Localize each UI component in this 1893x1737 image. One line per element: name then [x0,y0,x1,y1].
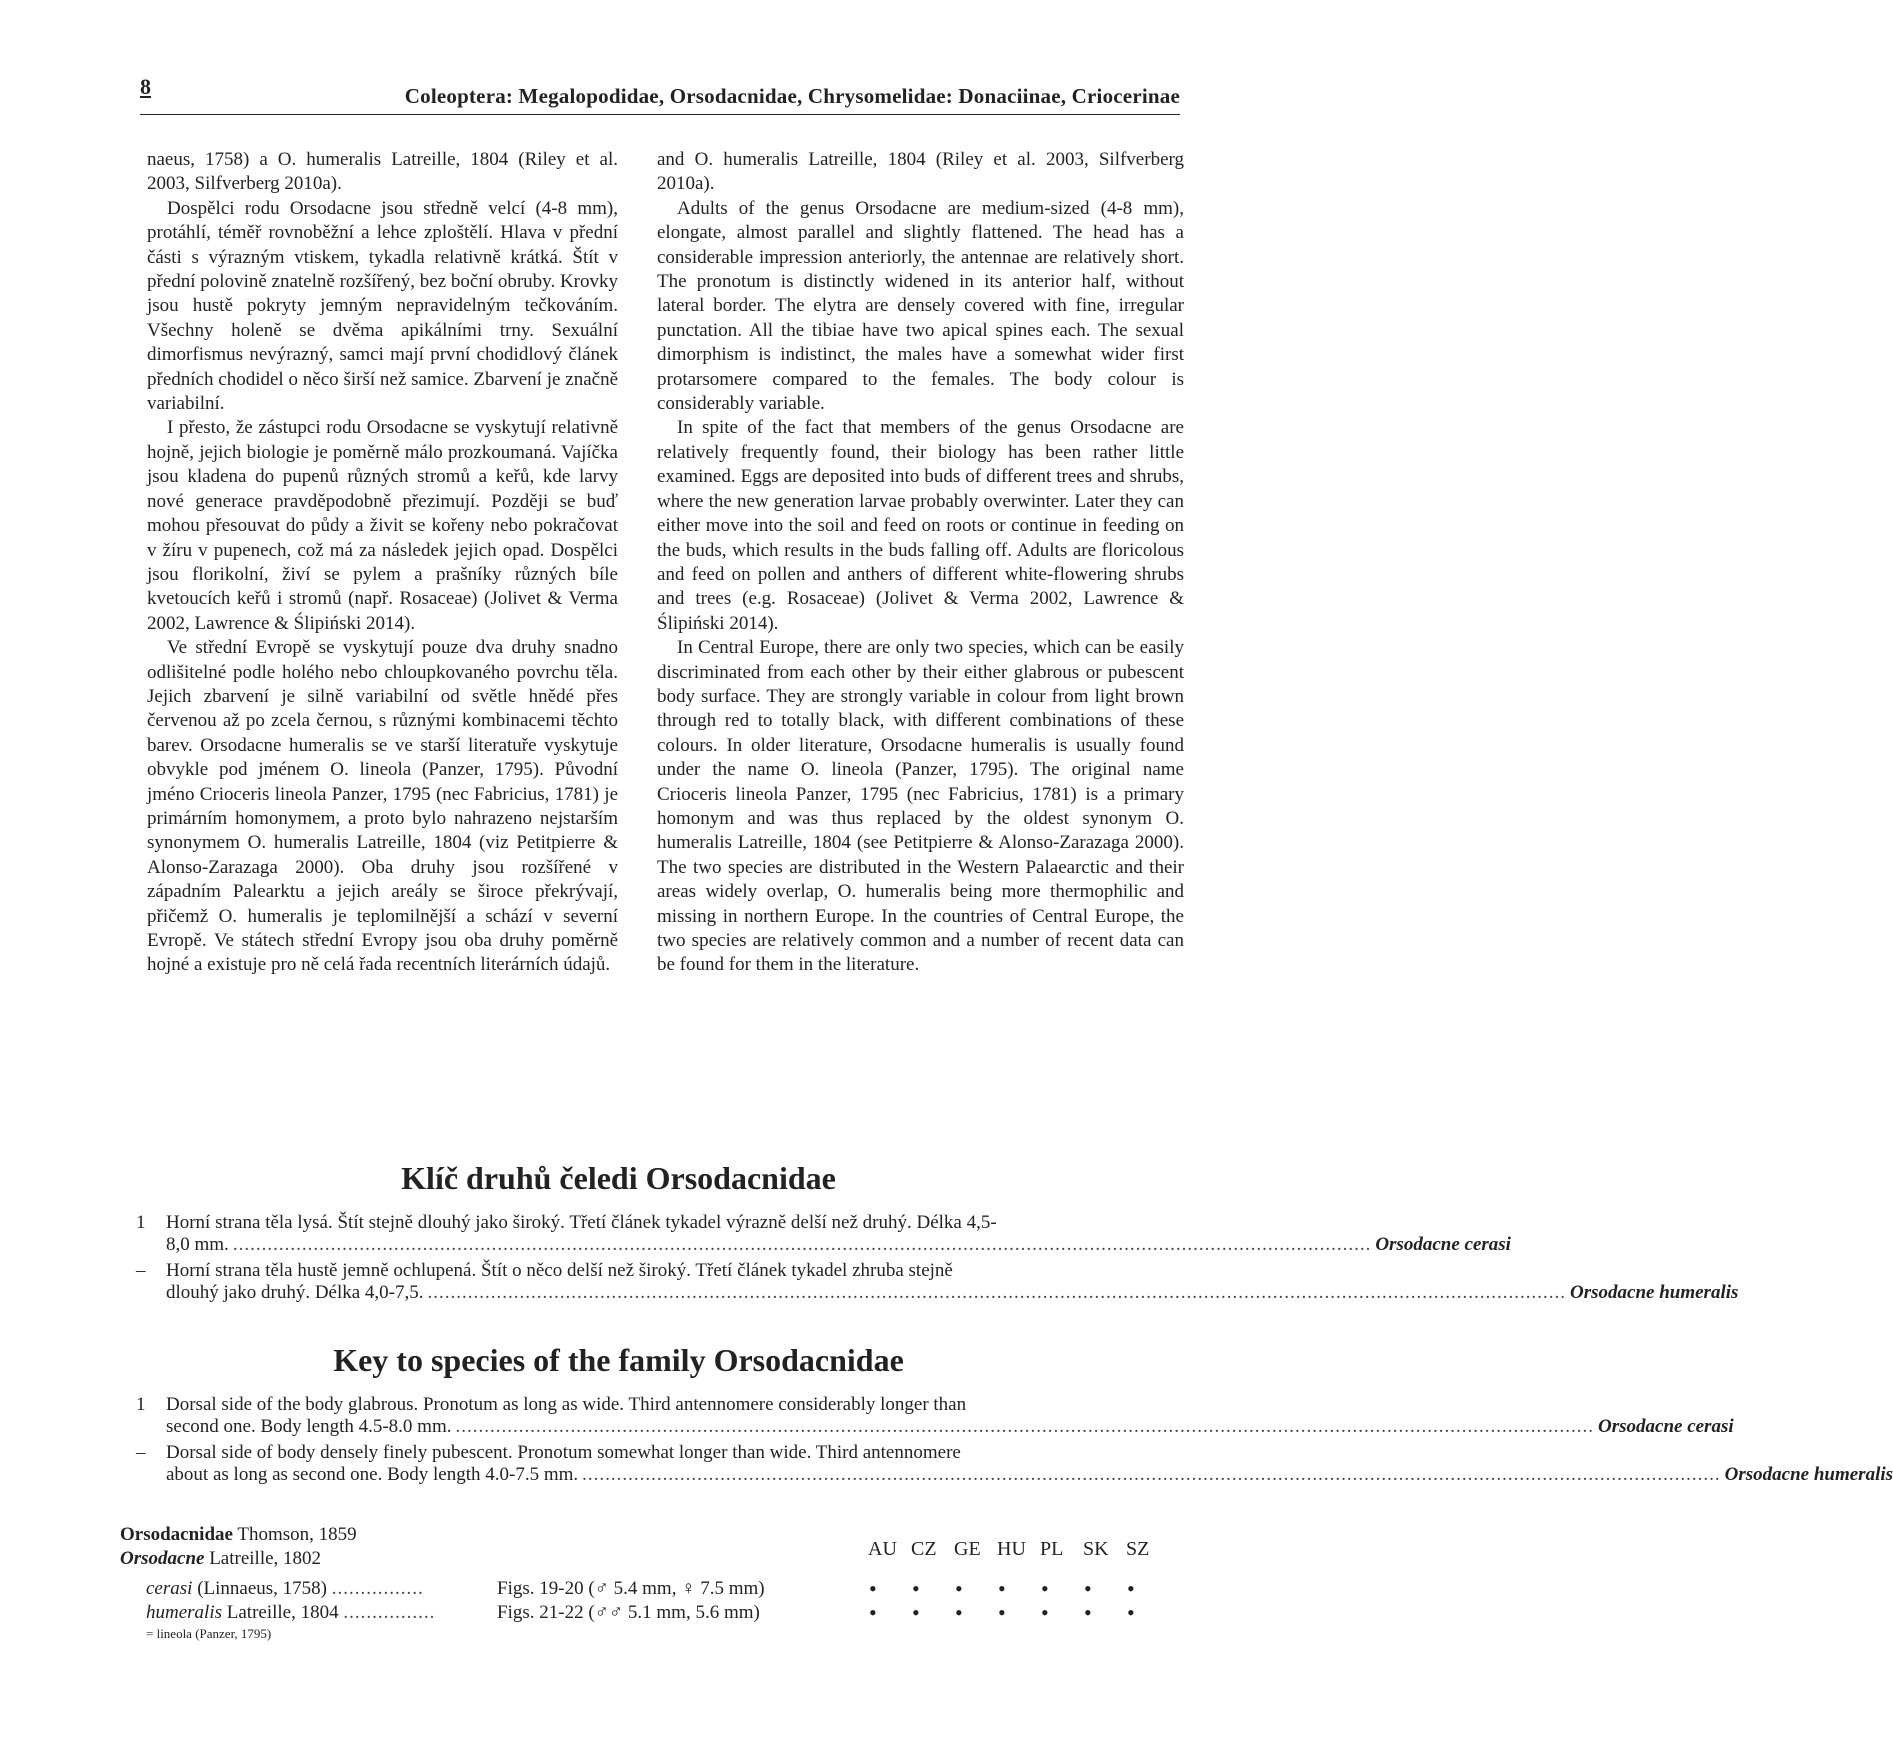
key-line: Dorsal side of the body glabrous. Pronotum as long as wide. Third antennomere considerably longer than [166,1394,967,1415]
presence-dot: • [912,1576,920,1601]
presence-dot: • [1127,1600,1135,1625]
presence-dot: • [869,1600,877,1625]
distribution-dots [869,1601,1170,1627]
leader-dots: ...................................................................................................................................................................................................... [582,1464,1721,1485]
presence-dot: • [1041,1576,1049,1601]
country-code: AU [868,1538,897,1560]
country-code: SZ [1126,1538,1150,1560]
key-entry [130,1442,1893,1486]
country-code: CZ [911,1538,937,1560]
presence-dot: • [869,1576,877,1601]
running-header [140,74,1180,115]
couplet-dash: – [136,1442,146,1463]
synonym-note: = lineola (Panzer, 1795) [146,1626,272,1641]
presence-dot: • [998,1600,1006,1625]
cz-paragraph-4: Ve střední Evropě se vyskytují pouze dva druhy snadno odlišitelné podle holého nebo chloupkovaného povrchu těla. Jejich zbarvení je silně variabilní od světle hnědé přes červenou až po zcela černou, s různými kombinacemi těchto barev. Orsodacne humeralis se ve starší literatuře vyskytuje obvykle pod jménem O. lineola (Panzer, 1795). Původní jméno Crioceris lineola Panzer, 1795 (nec Fabricius, 1781) je primárním homonymem, a proto bylo nahrazeno nejstarším synonymem O. humeralis Latreille, 1804 (viz Petitpierre & Alonso-Zarazaga 2000). Oba druhy jsou rozšířené v západním Palearktu a jejich areály se široce překrývají, přičemž O. humeralis je teplomilnější a schází v severní Evropě. Ve státech střední Evropy jsou oba druhy poměrně hojné a existuje pro ně celá řada recentních literárních údajů. [147,637,618,976]
key-title-czech: Klíč druhů čeledi Orsodacnidae [401,1160,836,1196]
catalogue-genus-row [120,1547,1180,1571]
cz-paragraph-2: Dospělci rodu Orsodacne jsou středně velcí (4-8 mm), protáhlí, téměř rovnoběžní a lehce zploštělí. Hlava v přední části s výrazným vtiskem, tykadla relativně krátká. Štít v přední polovině znatelně rozšířený, bez boční obruby. Krovky jsou hustě pokryty jemným nepravidelným tečkováním. Všechny holeně se dvěma apikálními trny. Sexuální dimorfismus nevýrazný, samci mají první chodidlový článek předních chodidel o něco širší než samice. Zbarvení je značně variabilní. [147,197,618,415]
key-line: second one. Body length 4.5-8.0 mm. [166,1416,452,1437]
presence-dot: • [1084,1600,1092,1625]
english-text-column [657,148,1184,978]
leader-dots: ...................................................................................................................................................................................................... [455,1416,1594,1437]
key-line: Horní strana těla hustě jemně ochlupená. Štít o něco delší než široký. Třetí článek tykadel zhruba stejně [166,1260,953,1281]
key-line: about as long as second one. Body length 4.0-7.5 mm. [166,1464,579,1485]
leader-dots: ................ [331,1578,424,1599]
species-name: cerasi [146,1578,193,1599]
family-author: Thomson, 1859 [237,1524,357,1545]
key-line: 8,0 mm. [166,1234,229,1255]
figure-reference: Figs. 19-20 (♂ 5.4 mm, ♀ 7.5 mm) [497,1578,765,1599]
cz-paragraph-1: naeus, 1758) a O. humeralis Latreille, 1804 (Riley et al. 2003, Silfverberg 2010a). [147,149,618,195]
en-paragraph-1: and O. humeralis Latreille, 1804 (Riley et al. 2003, Silfverberg 2010a). [657,149,1184,195]
presence-dot: • [1084,1576,1092,1601]
leader-dots: ................ [343,1602,436,1623]
country-code: GE [954,1538,981,1560]
key-english [130,1394,1893,1490]
page-number: 8 [140,74,151,99]
presence-dot: • [998,1576,1006,1601]
key-line: Dorsal side of body densely finely pubescent. Pronotum somewhat longer than wide. Third antennomere [166,1442,961,1463]
key-species-name: Orsodacne cerasi [1375,1234,1511,1255]
species-author: (Linnaeus, 1758) [197,1578,327,1599]
cz-paragraph-3: I přesto, že zástupci rodu Orsodacne se vyskytují relativně hojně, jejich biologie je poměrně málo prozkoumaná. Vajíčka jsou kladena do pupenů různých stromů a keřů, kde larvy nové generace pravděpodobně přezimují. Později se buď mohou přesouvat do půdy a živit se kořeny nebo pokračovat v žíru v pupenech, což má za následek jejich opad. Dospělci jsou florikolní, živí se pylem a prašníky různých bíle kvetoucích keřů i stromů (např. Rosaceae) (Jolivet & Verma 2002, Lawrence & Ślipiński 2014). [147,417,618,634]
country-code: HU [997,1538,1026,1560]
en-paragraph-3: In spite of the fact that members of the genus Orsodacne are relatively frequently found, their biology has been rather little examined. Eggs are deposited into buds of different trees and shrubs, where the new generation larvae probably overwinter. Later they can either move into the soil and feed on roots or continue in feeding on the buds, which results in the buds falling off. Adults are floricolous and feed on pollen and anthers of different white-flowering shrubs and trees (e.g. Rosaceae) (Jolivet & Verma 2002, Lawrence & Ślipiński 2014). [657,417,1184,634]
key-czech [130,1212,1739,1308]
leader-dots: ...................................................................................................................................................................................................... [232,1234,1372,1255]
en-paragraph-4: In Central Europe, there are only two species, which can be easily discriminated from each other by their either glabrous or pubescent body surface. They are strongly variable in colour from light brown through red to totally black, with different combinations of these colours. In older literature, Orsodacne humeralis is usually found under the name O. lineola (Panzer, 1795). The original name Crioceris lineola Panzer, 1795 (nec Fabricius, 1781) is a primary homonym and was thus replaced by the oldest synonym O. humeralis Latreille, 1804 (see Petitpierre & Alonso-Zarazaga 2000). The two species are distributed in the Western Palaearctic and their areas widely overlap, O. humeralis being more thermophilic and missing in northern Europe. In the countries of Central Europe, the two species are relatively common and a number of recent data can be found for them in the literature. [657,637,1184,976]
species-catalogue [120,1523,1180,1642]
key-line: Horní strana těla lysá. Štít stejně dlouhý jako široký. Třetí článek tykadel výrazně delší než druhý. Délka 4,5- [166,1212,997,1233]
presence-dot: • [1041,1600,1049,1625]
presence-dot: • [912,1600,920,1625]
en-paragraph-2: Adults of the genus Orsodacne are medium-sized (4-8 mm), elongate, almost parallel and slightly flattened. The head has a considerable impression anteriorly, the antennae are relatively short. The pronotum is distinctly widened in its anterior half, without lateral border. The elytra are densely covered with fine, irregular punctation. All the tibiae have two apical spines each. The sexual dimorphism is indistinct, the males have a somewhat wider first protarsomere compared to the females. The body colour is considerably variable. [657,197,1184,415]
presence-dot: • [955,1600,963,1625]
genus-name: Orsodacne [120,1548,205,1569]
key-title-english: Key to species of the family Orsodacnidae [333,1342,904,1378]
country-code: SK [1083,1538,1109,1560]
key-line: dlouhý jako druhý. Délka 4,0-7,5. [166,1282,424,1303]
catalogue-species-row [120,1577,1180,1601]
genus-author: Latreille, 1802 [209,1548,322,1569]
catalogue-species-row [120,1601,1180,1625]
family-name: Orsodacnidae [120,1524,233,1545]
country-code: PL [1040,1538,1064,1560]
key-entry [130,1212,1511,1256]
key-entry [130,1394,1734,1438]
couplet-dash: – [136,1260,146,1281]
key-species-name: Orsodacne humeralis [1570,1282,1739,1303]
species-author: Latreille, 1804 [226,1602,339,1623]
species-name: humeralis [146,1602,222,1623]
key-species-name: Orsodacne cerasi [1598,1416,1734,1437]
figure-reference: Figs. 21-22 (♂♂ 5.1 mm, 5.6 mm) [497,1602,760,1623]
leader-dots: ...................................................................................................................................................................................................... [427,1282,1567,1303]
key-entry [130,1260,1739,1304]
presence-dot: • [955,1576,963,1601]
running-title: Coleoptera: Megalopodidae, Orsodacnidae, Chrysomelidae: Donaciinae, Criocerinae [404,84,1180,108]
presence-dot: • [1127,1576,1135,1601]
couplet-number: 1 [136,1394,146,1415]
czech-text-column [147,148,618,978]
couplet-number: 1 [136,1212,146,1233]
key-species-name: Orsodacne humeralis [1724,1464,1893,1485]
